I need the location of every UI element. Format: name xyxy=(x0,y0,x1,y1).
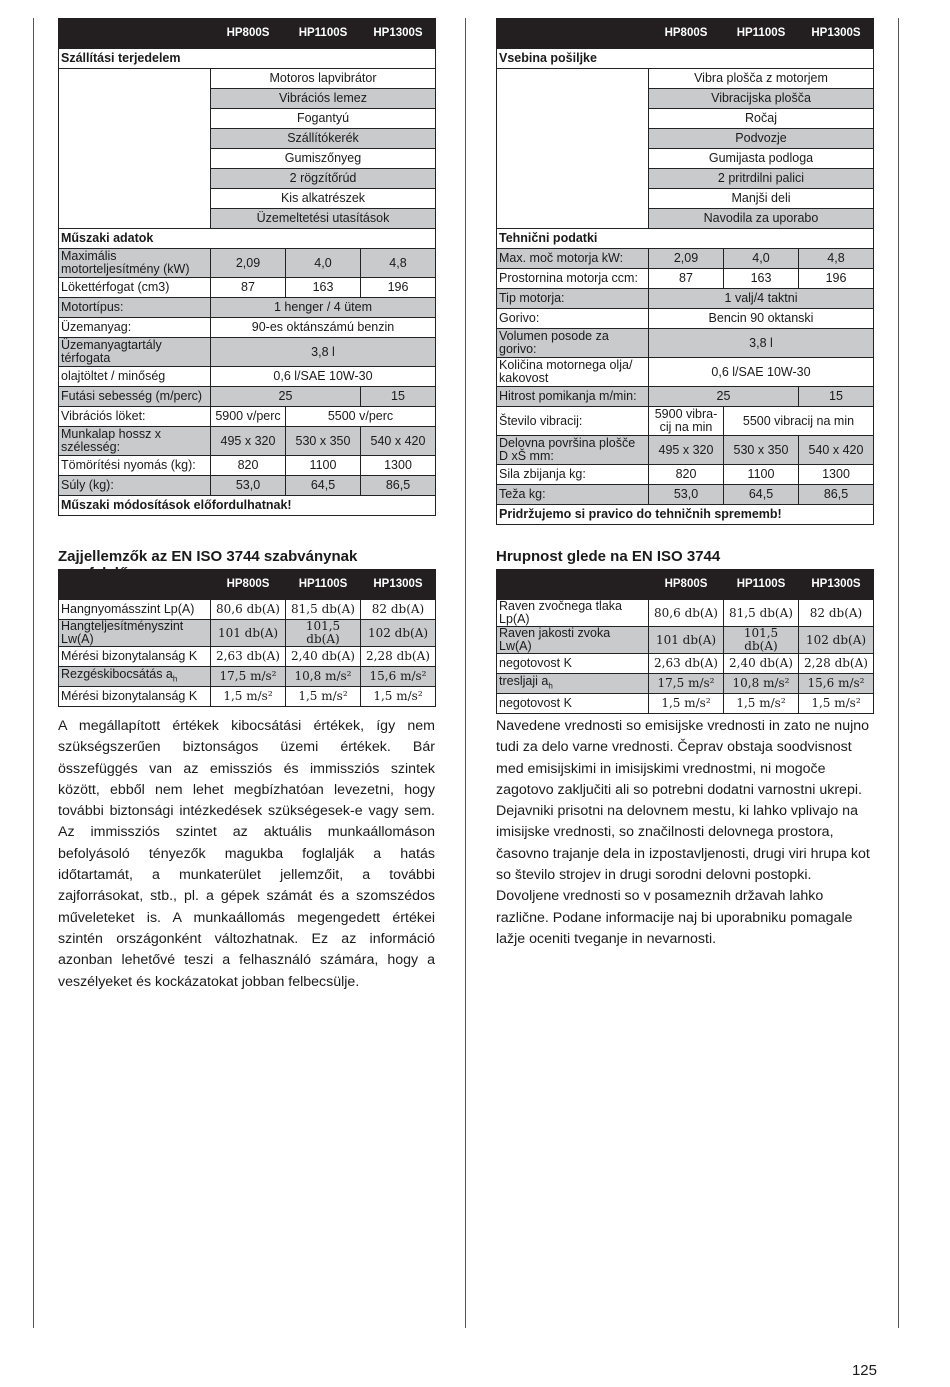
scope-title: Vsebina pošiljke xyxy=(497,49,874,69)
spec-table-header xyxy=(497,19,874,49)
table-row: olajtöltet / minőség 0,6 l/SAE 10W-30 xyxy=(59,367,436,387)
table-row: Futási sebesség (m/perc) 25 15 xyxy=(59,387,436,407)
table-row: Sila zbijanja kg: 820 1100 1300 xyxy=(497,465,874,485)
table-row: Raven zvočnega tlaka Lp(A) 80,6 db(A) 81,5 db(A) 82 db(A) xyxy=(497,600,874,627)
table-row: Volumen posode za gorivo: 3,8 l xyxy=(497,329,874,358)
disclaimer-paragraph: A megállapított értékek kibocsátási értékek, így nem szükségszerűen biztonságos üzemi értékek. Bár összefüggés van az emissziós és immissziós szintek között, ebből nem lehet megbízhatóan levezetni, hogy további biztonsági intézkedések szükségesek-e vagy sem. Az immissziós szintet az aktuális munkaállomáson befolyásoló tényezők magukba foglalják a hatás időtartamát, a munkaterület jellemzőit, a további zajforrásokat, stb., pl. a gépek számát és a szomszédos műveleteket is. A munkaállomás megengedett értékei szintén országonként változhatnak. Ez az információ azonban lehetővé teszi a felhasználó számára, hogy a veszélyeket és kockázatokat jobban felbecsülje. xyxy=(58,718,435,990)
table-row: Munkalap hossz x szélesség: 495 x 320 530 x 350 540 x 420 xyxy=(59,427,436,456)
disclaimer-paragraph: Navedene vrednosti so emisijske vrednosti in zato ne nujno tudi za delo varne vrednosti. Čeprav obstaja soodvisnost med emisijskimi in imisijskimi vrednostmi, ni mogoče zagotovo zaključiti ali so potrebni dodatni varnostni ukrepi. Dejavniki prisotni na delovnem mestu, ki lahko vplivajo na imisijske vrednosti, so značilnosti delovnega prostora, časovno trajanje dela in izpostavljenosti, drugi viri hrupa kot so število strojev in drugi sorodni delovni postopki. Dovoljene vrednosti so v posameznih državah lahko različne. Podane informacije naj bi uporabniku pomagale lažje oceniti tveganje in nevarnosti. xyxy=(496,718,870,947)
right-margin-rule xyxy=(898,18,899,1328)
table-row: Teža kg: 53,0 64,5 86,5 xyxy=(497,485,874,505)
noise-table: HP800S HP1100S HP1300S Raven zvočnega tlaka Lp(A) 80,6 db(A) 81,5 db(A) 82 db(A) Raven jakosti zvoka Lw(A) 101 db(A) 101,5 db(A) 102 db(A) negotovost K 2,63 db(A) 2,40 db(A) 2,28 db(A) tresljaji $a_h$ 17,5 m/s² 10,8 m/s² 15,6 m/s² negotovost K 1,5 m/s² 1,5 m/s² 1,5 m/s² xyxy=(496,569,874,714)
scope-item: Ročaj xyxy=(649,109,874,129)
table-row: Delovna površina plošče D xŠ mm: 495 x 320 530 x 350 540 x 420 xyxy=(497,436,874,465)
slovenian-column xyxy=(496,18,873,947)
page-number: 125 xyxy=(851,1362,877,1379)
table-row: Max. moč motorja kW: 2,09 4,0 4,8 xyxy=(497,249,874,269)
table-row: Üzemanyag: 90-es oktánszámú benzin xyxy=(59,318,436,338)
table-row: Lökettérfogat (cm3) 87 163 196 xyxy=(59,278,436,298)
table-row: Motortípus: 1 henger / 4 ütem xyxy=(59,298,436,318)
center-divider xyxy=(465,18,466,1328)
tech-note: Pridržujemo si pravico do tehničnih sprememb! xyxy=(497,505,874,525)
scope-item: Vibrációs lemez xyxy=(211,89,436,109)
table-row: negotovost K 2,63 db(A) 2,40 db(A) 2,28 db(A) xyxy=(497,654,874,674)
scope-title: Szállítási terjedelem xyxy=(59,49,436,69)
table-row: Maximális motorteljesítmény (kW) 2,09 4,0 4,8 xyxy=(59,249,436,278)
model-hp1300s: HP1300S xyxy=(361,19,436,49)
scope-item: Vibracijska plošča xyxy=(649,89,874,109)
left-margin-rule xyxy=(33,18,34,1328)
table-row: Hangteljesítményszint Lw(A) 101 db(A) 101,5 db(A) 102 db(A) xyxy=(59,620,436,647)
table-row: Tömörítési nyomás (kg): 820 1100 1300 xyxy=(59,456,436,476)
table-row: Rezgéskibocsátás $a_h$ 17,5 m/s² 10,8 m/s² 15,6 m/s² xyxy=(59,667,436,687)
table-row: negotovost K 1,5 m/s² 1,5 m/s² 1,5 m/s² xyxy=(497,694,874,714)
scope-item: Gumiszőnyeg xyxy=(211,149,436,169)
model-hp1300s: HP1300S xyxy=(799,19,874,49)
table-row: Število vibracij: 5900 vibra-cij na min 5500 vibracij na min xyxy=(497,407,874,436)
model-hp800s: HP800S xyxy=(211,19,286,49)
scope-item: Szállítókerék xyxy=(211,129,436,149)
table-row: Hitrost pomikanja m/min: 25 15 xyxy=(497,387,874,407)
table-row: Üzemanyagtartály térfogata 3,8 l xyxy=(59,338,436,367)
table-row: tresljaji $a_h$ 17,5 m/s² 10,8 m/s² 15,6 m/s² xyxy=(497,674,874,694)
hungarian-column xyxy=(58,18,435,990)
table-row: Vibrációs löket: 5900 v/perc 5500 v/perc xyxy=(59,407,436,427)
scope-item: 2 pritrdilni palici xyxy=(649,169,874,189)
noise-title: Hrupnost glede na EN ISO 3744 xyxy=(496,548,721,565)
table-row: Prostornina motorja ccm: 87 163 196 xyxy=(497,269,874,289)
scope-item: Üzemeltetési utasítások xyxy=(211,209,436,229)
noise-title: Zajjellemzők az EN ISO 3744 szabványnak xyxy=(58,548,358,565)
noise-table: HP800S HP1100S HP1300S Hangnyomásszint Lp(A) 80,6 db(A) 81,5 db(A) 82 db(A) Hangteljesítményszint Lw(A) 101 db(A) 101,5 db(A) 102 db(A) Mérési bizonytalanság K 2,63 db(A) 2,40 db(A) 2,28 db(A) Rezgéskibocsátás $a_h$ 17,5 m/s² 10,8 m/s² 15,6 m/s² Mérési bizonytalanság K 1,5 m/s² 1,5 m/s² 1,5 m/s² xyxy=(58,569,436,707)
table-row: Hangnyomásszint Lp(A) 80,6 db(A) 81,5 db(A) 82 db(A) xyxy=(59,600,436,620)
table-row: Mérési bizonytalanság K 2,63 db(A) 2,40 db(A) 2,28 db(A) xyxy=(59,647,436,667)
scope-item: Gumijasta podloga xyxy=(649,149,874,169)
table-row: Tip motorja: 1 valj/4 taktni xyxy=(497,289,874,309)
table-row: Raven jakosti zvoka Lw(A) 101 db(A) 101,5 db(A) 102 db(A) xyxy=(497,627,874,654)
scope-item: Podvozje xyxy=(649,129,874,149)
table-row: Gorivo: Bencin 90 oktanski xyxy=(497,309,874,329)
scope-item: 2 rögzítőrúd xyxy=(211,169,436,189)
tech-title: Műszaki adatok xyxy=(59,229,436,249)
spec-table xyxy=(496,18,874,525)
model-hp1100s: HP1100S xyxy=(724,19,799,49)
table-row: Mérési bizonytalanság K 1,5 m/s² 1,5 m/s² 1,5 m/s² xyxy=(59,687,436,707)
tech-note: Műszaki módosítások előfordulhatnak! xyxy=(59,496,436,516)
scope-item: Navodila za uporabo xyxy=(649,209,874,229)
table-row: Súly (kg): 53,0 64,5 86,5 xyxy=(59,476,436,496)
spec-table xyxy=(58,18,436,516)
scope-item: Manjši deli xyxy=(649,189,874,209)
spec-table-header xyxy=(59,19,436,49)
model-hp800s: HP800S xyxy=(649,19,724,49)
scope-item: Motoros lapvibrátor xyxy=(211,69,436,89)
scope-item: Vibra plošča z motorjem xyxy=(649,69,874,89)
model-hp1100s: HP1100S xyxy=(286,19,361,49)
scope-item: Fogantyú xyxy=(211,109,436,129)
scope-item: Kis alkatrészek xyxy=(211,189,436,209)
tech-title: Tehnični podatki xyxy=(497,229,874,249)
table-row: Količina motornega olja/ kakovost 0,6 l/SAE 10W-30 xyxy=(497,358,874,387)
